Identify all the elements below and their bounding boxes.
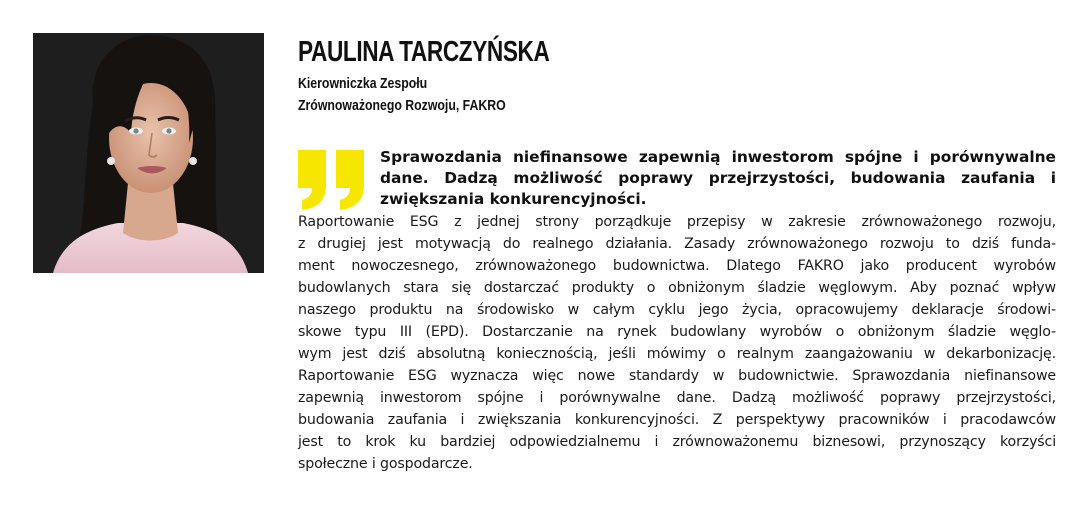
portrait-illustration — [33, 33, 264, 273]
body-text — [298, 211, 1056, 475]
body-line: budowania zaufania i zwiększania konkurencyjności. Z perspektywy pracowników i pracodawców — [298, 412, 1056, 428]
body-line: z drugiej jest motywacją do realnego działania. Zasady zrównoważonego rozwoju to dziś funda- — [298, 236, 1056, 252]
portrait-photo — [33, 33, 264, 273]
person-role-line-2: Zrównoważonego Rozwoju, FAKRO — [298, 97, 506, 114]
body-line: naszego produktu na środowisko w całym cyklu jego życia, opracowujemy deklaracje środowi- — [298, 302, 1056, 318]
body-line: ment nowoczesnego, zrównoważonego budownictwa. Dlatego FAKRO jako producent wyrobów — [298, 258, 1056, 274]
body-line: jest to krok ku bardziej odpowiedzialnemu i zrównoważonemu biznesowi, przynoszący korzyści — [298, 434, 1056, 450]
quote-mark-icon — [296, 148, 368, 212]
body-line: wym jest dziś absolutną koniecznością, jeśli mówimy o realnym zaangażowaniu w dekarbonizację. — [298, 346, 1056, 362]
body-line: społeczne i gospodarcze. — [298, 456, 473, 472]
lead-quote: Sprawozdania niefinansowe zapewnią inwestorom spójne i porównywalne dane. Dadzą możliwość poprawy przejrzystości, budowania zaufania i zwiększania konkurencyjności. — [380, 148, 1056, 208]
person-name: PAULINA TARCZYŃSKA — [298, 36, 550, 68]
body-line: zapewnią inwestorom spójne i porównywalne dane. Dadzą możliwość poprawy przejrzystości, — [298, 390, 1056, 406]
body-line: Raportowanie ESG z jednej strony porządkuje przepisy w zakresie zrównoważonego rozwoju, — [298, 214, 1056, 230]
body-line: skowe typu III (EPD). Dostarczanie na rynek budowlany wyrobów o obniżonym śladzie węglo- — [298, 324, 1056, 340]
body-line: budowlanych stara się dostarczać produkty o obniżonym śladzie węglowym. Aby poznać wpływ — [298, 280, 1056, 296]
person-role-line-1: Kierowniczka Zespołu — [298, 75, 428, 92]
body-line: Raportowanie ESG wyznacza więc nowe standardy w budownictwie. Sprawozdania niefinansowe — [298, 368, 1056, 384]
